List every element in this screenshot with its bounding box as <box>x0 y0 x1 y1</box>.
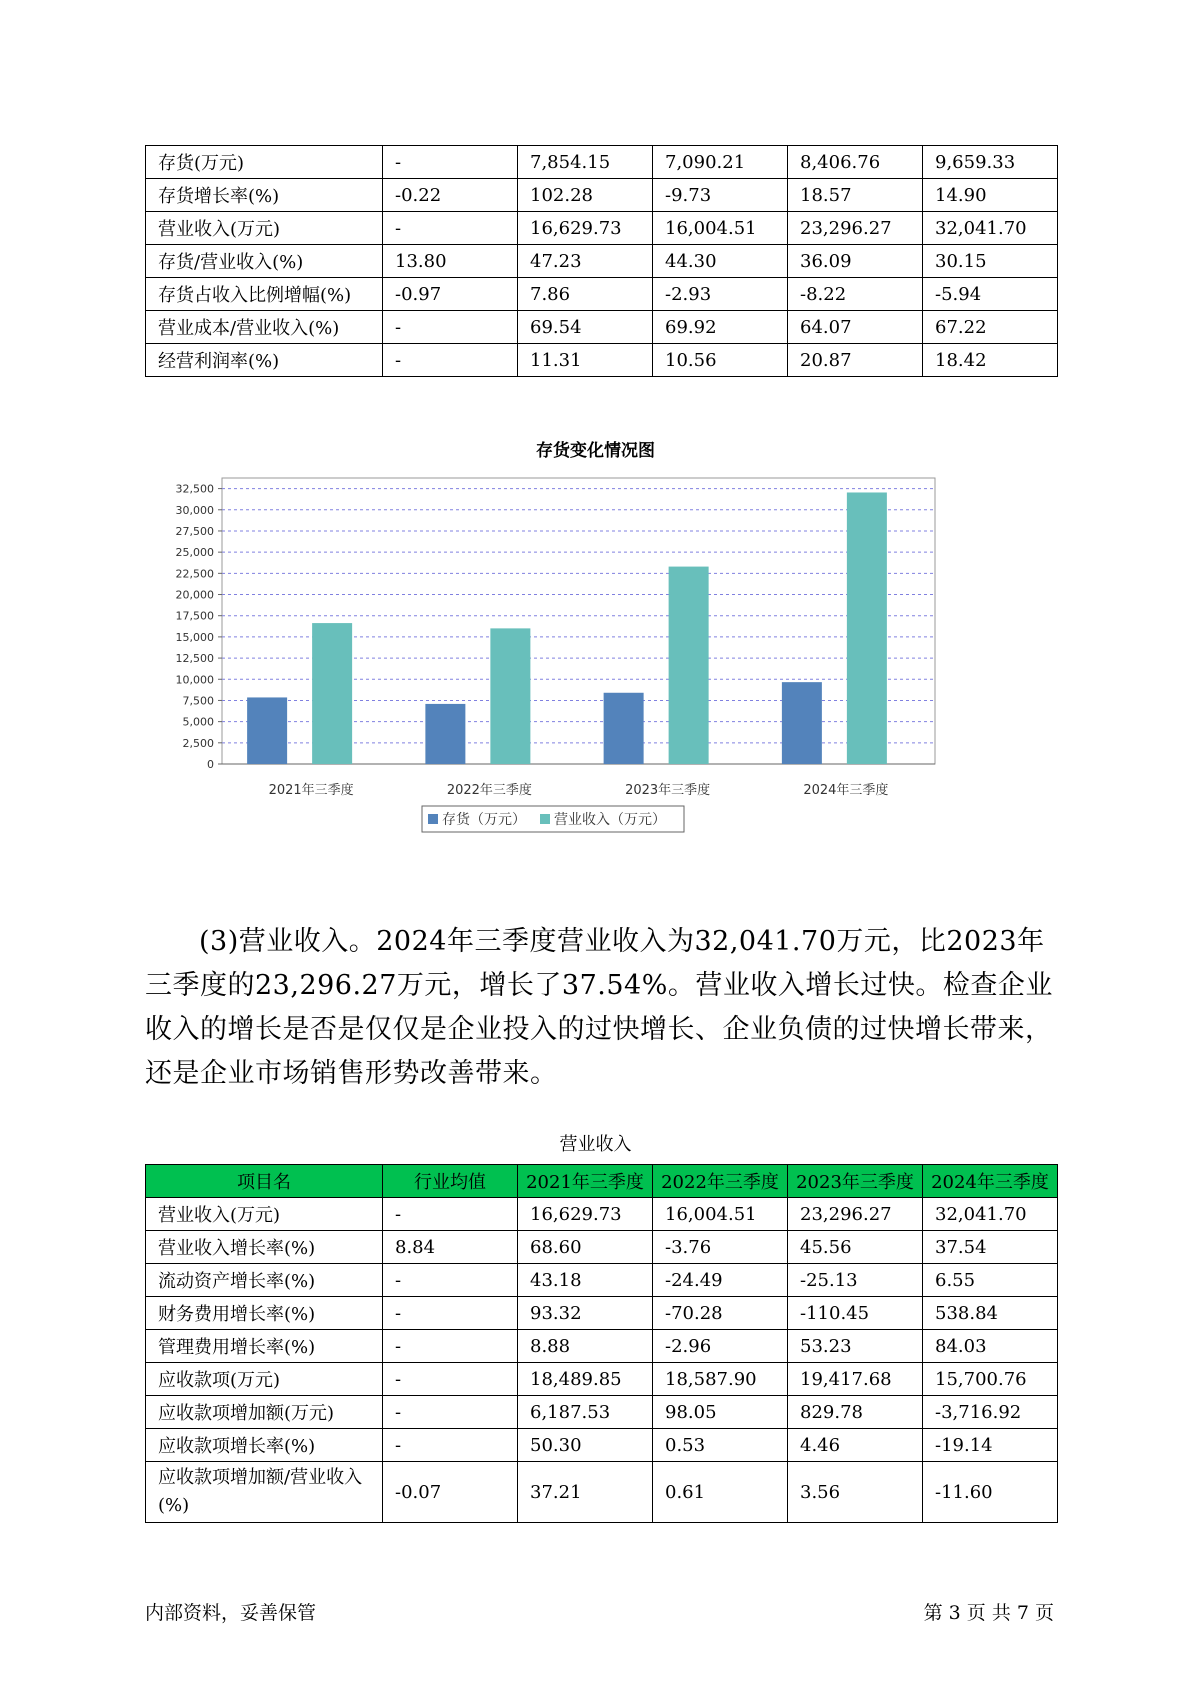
table-header-row <box>146 1165 1058 1198</box>
bar-inventory <box>425 704 465 764</box>
table-cell: 16,004.51 <box>653 212 788 245</box>
table-cell: -24.49 <box>653 1264 788 1297</box>
table-cell: 45.56 <box>788 1231 923 1264</box>
table-cell: 538.84 <box>923 1297 1058 1330</box>
y-tick-label: 32,500 <box>175 482 214 496</box>
revenue-table-caption: 营业收入 <box>559 1134 632 1155</box>
table-cell: 经营利润率(%) <box>146 344 383 377</box>
table-cell: 30.15 <box>923 245 1058 278</box>
table-cell: 应收款项增加额(万元) <box>146 1396 383 1429</box>
table-cell: 37.54 <box>923 1231 1058 1264</box>
x-tick-label: 2022年三季度 <box>446 783 532 798</box>
table-row <box>146 1429 1058 1462</box>
table-cell: -2.96 <box>653 1330 788 1363</box>
table-cell: - <box>383 1198 518 1231</box>
table-cell: 14.90 <box>923 179 1058 212</box>
table-cell: 7,090.21 <box>653 146 788 179</box>
table-cell: 37.21 <box>518 1462 653 1523</box>
chart-title: 存货变化情况图 <box>536 441 655 461</box>
table-row <box>146 1264 1058 1297</box>
bar-revenue <box>312 623 352 764</box>
table-cell: 存货占收入比例增幅(%) <box>146 278 383 311</box>
table-row <box>146 344 1058 377</box>
table-cell: 流动资产增长率(%) <box>146 1264 383 1297</box>
table-cell: 64.07 <box>788 311 923 344</box>
table-cell: 4.46 <box>788 1429 923 1462</box>
table-cell: 应收款项增长率(%) <box>146 1429 383 1462</box>
table-cell: 69.54 <box>518 311 653 344</box>
bar-revenue <box>490 628 530 764</box>
table-cell: 93.32 <box>518 1297 653 1330</box>
table-cell: 18,587.90 <box>653 1363 788 1396</box>
table-row <box>146 278 1058 311</box>
table-cell: -19.14 <box>923 1429 1058 1462</box>
table-row <box>146 1462 1058 1523</box>
table-cell: 13.80 <box>383 245 518 278</box>
table-cell: -11.60 <box>923 1462 1058 1523</box>
table-cell: 6.55 <box>923 1264 1058 1297</box>
table-cell: -9.73 <box>653 179 788 212</box>
table-cell: 存货(万元) <box>146 146 383 179</box>
table-row <box>146 1363 1058 1396</box>
footer-confidential-note: 内部资料，妥善保管 <box>145 1602 317 1624</box>
table-cell: - <box>383 1429 518 1462</box>
table-cell: 18.57 <box>788 179 923 212</box>
table-cell: 营业收入增长率(%) <box>146 1231 383 1264</box>
table-cell: 68.60 <box>518 1231 653 1264</box>
table-row <box>146 146 1058 179</box>
table-cell: 18.42 <box>923 344 1058 377</box>
table-cell: 16,629.73 <box>518 212 653 245</box>
table-row <box>146 1231 1058 1264</box>
table-cell: -5.94 <box>923 278 1058 311</box>
table-cell: 10.56 <box>653 344 788 377</box>
y-tick-label: 10,000 <box>175 673 214 687</box>
table-cell: 3.56 <box>788 1462 923 1523</box>
table-cell: - <box>383 1396 518 1429</box>
table-cell: - <box>383 1363 518 1396</box>
table-cell: 7,854.15 <box>518 146 653 179</box>
table-row <box>146 245 1058 278</box>
y-tick-label: 22,500 <box>175 567 214 581</box>
table-cell: 营业收入(万元) <box>146 1198 383 1231</box>
table-header-cell: 2024年三季度 <box>923 1165 1058 1198</box>
table-cell: - <box>383 1297 518 1330</box>
table-cell: 19,417.68 <box>788 1363 923 1396</box>
y-tick-label: 5,000 <box>182 715 214 729</box>
table-cell: 44.30 <box>653 245 788 278</box>
table-header-cell: 2022年三季度 <box>653 1165 788 1198</box>
table-cell: 应收款项增加额/营业收入(%) <box>146 1462 383 1523</box>
table-cell: -25.13 <box>788 1264 923 1297</box>
table-cell: - <box>383 311 518 344</box>
inventory-bar-chart <box>150 470 1050 900</box>
table-row <box>146 212 1058 245</box>
y-tick-label: 27,500 <box>175 524 214 538</box>
revenue-table <box>145 1164 1058 1523</box>
table-cell: 23,296.27 <box>788 212 923 245</box>
table-cell: 0.53 <box>653 1429 788 1462</box>
x-tick-label: 2023年三季度 <box>625 783 711 798</box>
table-cell: 67.22 <box>923 311 1058 344</box>
legend-swatch-revenue <box>540 814 550 824</box>
y-tick-label: 2,500 <box>182 736 214 750</box>
legend-swatch-inventory <box>428 814 438 824</box>
y-tick-label: 30,000 <box>175 503 214 517</box>
x-tick-label: 2021年三季度 <box>268 783 354 798</box>
table-cell: 8.88 <box>518 1330 653 1363</box>
table-cell: -3.76 <box>653 1231 788 1264</box>
y-tick-label: 17,500 <box>175 609 214 623</box>
table-header-cell: 2021年三季度 <box>518 1165 653 1198</box>
table-cell: 47.23 <box>518 245 653 278</box>
table-cell: 7.86 <box>518 278 653 311</box>
table-cell: -8.22 <box>788 278 923 311</box>
table-cell: 36.09 <box>788 245 923 278</box>
table-cell: - <box>383 1264 518 1297</box>
bar-inventory <box>604 693 644 764</box>
table-cell: 32,041.70 <box>923 1198 1058 1231</box>
footer-page-number: 第 3 页 共 7 页 <box>923 1602 1054 1624</box>
table-cell: 102.28 <box>518 179 653 212</box>
y-tick-label: 0 <box>207 758 214 771</box>
table-cell: - <box>383 146 518 179</box>
table-cell: 18,489.85 <box>518 1363 653 1396</box>
table-cell: 存货/营业收入(%) <box>146 245 383 278</box>
table-cell: -3,716.92 <box>923 1396 1058 1429</box>
table-cell: 营业收入(万元) <box>146 212 383 245</box>
table-cell: 20.87 <box>788 344 923 377</box>
table-cell: 16,004.51 <box>653 1198 788 1231</box>
table-cell: 50.30 <box>518 1429 653 1462</box>
table-cell: 15,700.76 <box>923 1363 1058 1396</box>
bar-revenue <box>847 492 887 764</box>
table-cell: -2.93 <box>653 278 788 311</box>
bar-inventory <box>247 697 287 764</box>
table-cell: 11.31 <box>518 344 653 377</box>
table-cell: 84.03 <box>923 1330 1058 1363</box>
table-cell: 43.18 <box>518 1264 653 1297</box>
table-cell: - <box>383 212 518 245</box>
table-cell: 应收款项(万元) <box>146 1363 383 1396</box>
table-cell: 98.05 <box>653 1396 788 1429</box>
table-row <box>146 179 1058 212</box>
table-cell: 0.61 <box>653 1462 788 1523</box>
table-cell: 6,187.53 <box>518 1396 653 1429</box>
revenue-paragraph: (3)营业收入。2024年三季度营业收入为32,041.70万元，比2023年三季度的23,296.27万元，增长了37.54%。营业收入增长过快。检查企业收入的增长是否是仅仅是企业投入的过快增长、企业负债的过快增长带来，还是企业市场销售形势改善带来。 <box>145 926 1053 1089</box>
table-cell: -0.97 <box>383 278 518 311</box>
table-cell: - <box>383 344 518 377</box>
table-cell: -110.45 <box>788 1297 923 1330</box>
y-tick-label: 7,500 <box>182 694 214 708</box>
table-header-cell: 项目名 <box>146 1165 383 1198</box>
y-tick-label: 15,000 <box>175 630 214 644</box>
table-cell: 9,659.33 <box>923 146 1058 179</box>
table-row <box>146 1198 1058 1231</box>
legend-label-inventory: 存货（万元） <box>442 812 526 828</box>
x-tick-label: 2024年三季度 <box>803 783 889 798</box>
y-tick-label: 25,000 <box>175 546 214 560</box>
table-header-cell: 行业均值 <box>383 1165 518 1198</box>
legend-label-revenue: 营业收入（万元） <box>554 812 666 828</box>
table-cell: 69.92 <box>653 311 788 344</box>
table-cell: 16,629.73 <box>518 1198 653 1231</box>
y-tick-label: 20,000 <box>175 588 214 602</box>
table-cell: 8.84 <box>383 1231 518 1264</box>
table-cell: 32,041.70 <box>923 212 1058 245</box>
table-cell: 存货增长率(%) <box>146 179 383 212</box>
table-cell: 8,406.76 <box>788 146 923 179</box>
bar-revenue <box>669 567 709 764</box>
bar-inventory <box>782 682 822 764</box>
y-tick-label: 12,500 <box>175 652 214 666</box>
table-cell: 营业成本/营业收入(%) <box>146 311 383 344</box>
table-cell: 管理费用增长率(%) <box>146 1330 383 1363</box>
table-cell: -0.07 <box>383 1462 518 1523</box>
table-cell: 财务费用增长率(%) <box>146 1297 383 1330</box>
table-row <box>146 1330 1058 1363</box>
table-cell: - <box>383 1330 518 1363</box>
table-row <box>146 1297 1058 1330</box>
table-cell: -70.28 <box>653 1297 788 1330</box>
table-cell: 53.23 <box>788 1330 923 1363</box>
table-row <box>146 311 1058 344</box>
inventory-table <box>145 145 1058 377</box>
table-cell: 829.78 <box>788 1396 923 1429</box>
table-cell: 23,296.27 <box>788 1198 923 1231</box>
table-header-cell: 2023年三季度 <box>788 1165 923 1198</box>
table-row <box>146 1396 1058 1429</box>
table-cell: -0.22 <box>383 179 518 212</box>
